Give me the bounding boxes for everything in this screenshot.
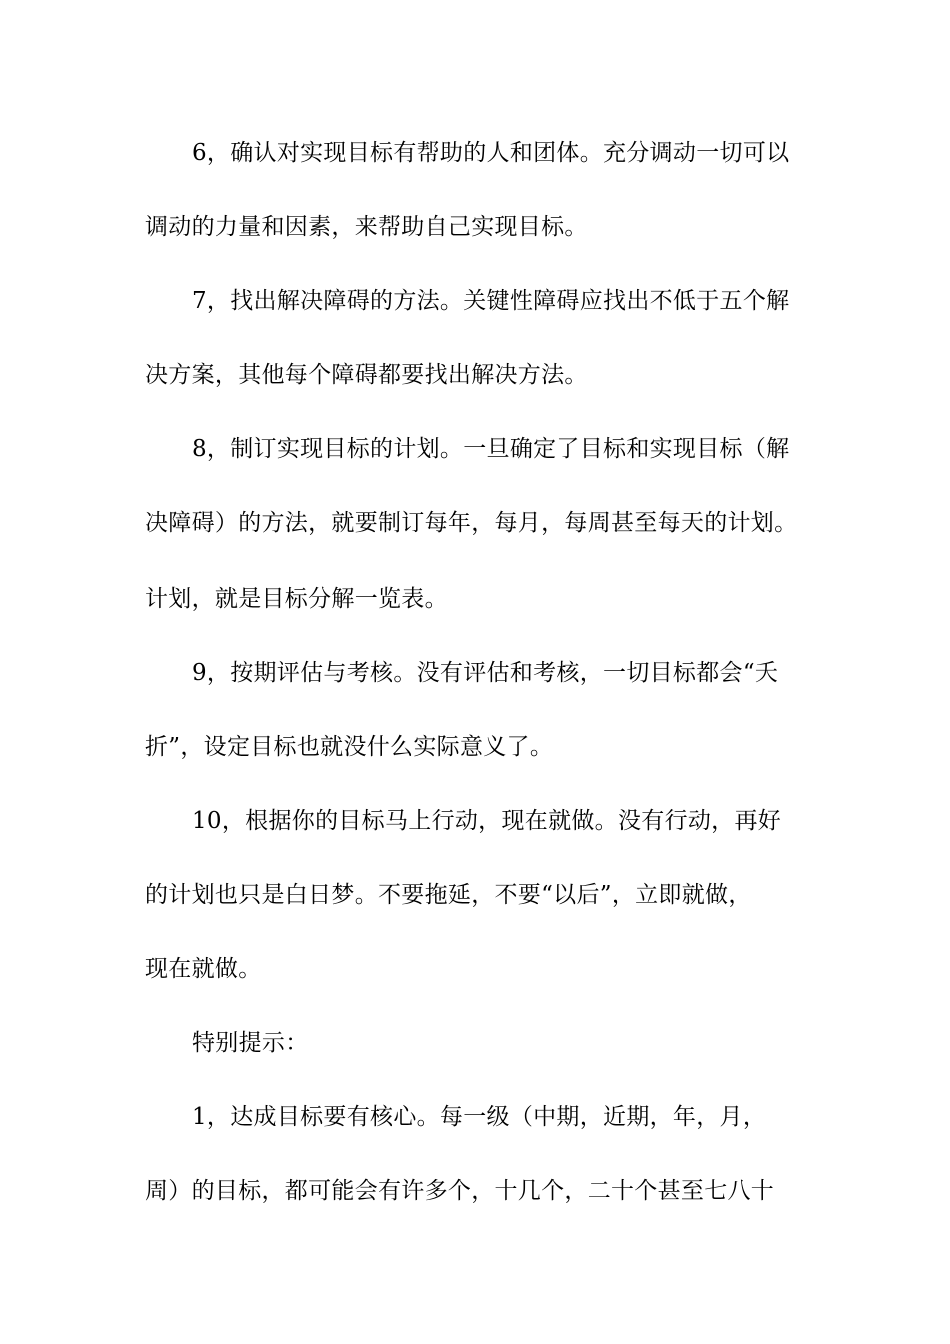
paragraph-line: 折”，设定目标也就没什么实际意义了。 <box>145 734 554 760</box>
paragraph-line: 现在就做。 <box>145 956 262 982</box>
paragraph-line: 计划，就是目标分解一览表。 <box>145 586 448 612</box>
paragraph-line: 决障碍）的方法，就要制订每年，每月，每周甚至每天的计划。 <box>145 510 798 536</box>
paragraph-line: 8，制订实现目标的计划。一旦确定了目标和实现目标（解 <box>192 436 790 462</box>
paragraph-line: 调动的力量和因素，来帮助自己实现目标。 <box>145 214 588 240</box>
paragraph-line: 10，根据你的目标马上行动，现在就做。没有行动，再好 <box>192 808 782 834</box>
section-heading: 特别提示： <box>192 1030 309 1056</box>
paragraph-line: 周）的目标，都可能会有许多个，十几个，二十个甚至七八十 <box>145 1178 775 1204</box>
paragraph-line: 7，找出解决障碍的方法。关键性障碍应找出不低于五个解 <box>192 288 790 314</box>
paragraph-line: 决方案，其他每个障碍都要找出解决方法。 <box>145 362 588 388</box>
paragraph-line: 6，确认对实现目标有帮助的人和团体。充分调动一切可以 <box>192 140 790 166</box>
paragraph-line: 的计划也只是白日梦。不要拖延，不要“以后”，立即就做， <box>145 882 752 908</box>
paragraph-line: 9，按期评估与考核。没有评估和考核，一切目标都会“夭 <box>192 660 779 686</box>
paragraph-line: 1，达成目标要有核心。每一级（中期，近期，年，月， <box>192 1104 767 1130</box>
